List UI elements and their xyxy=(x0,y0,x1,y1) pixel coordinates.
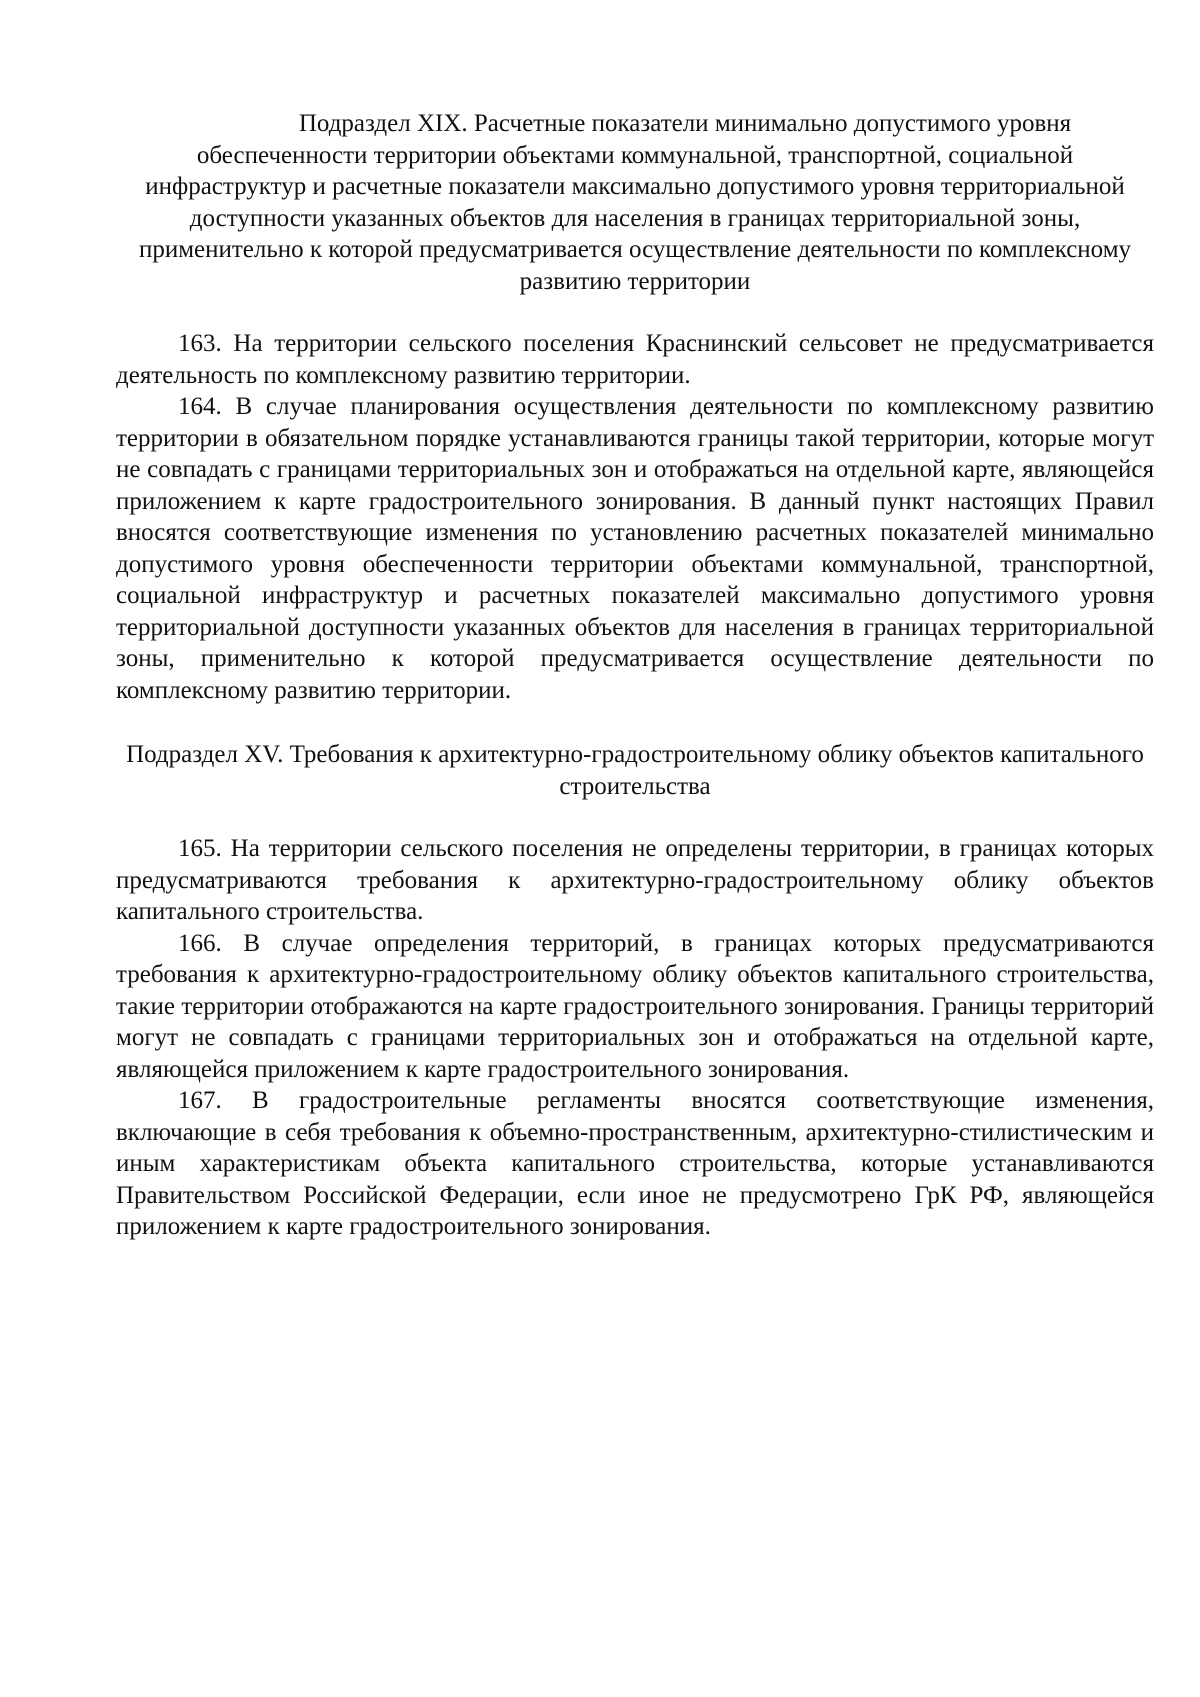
paragraph-164: 164. В случае планирования осуществления деятельности по комплексному развитию территории в обязательном порядке устанавливаются границы такой территории, которые могут не совпадать с границами территориальных зон и отображаться на отдельной карте, являющейся приложением к карте градостроительного зонирования. В данный пункт настоящих Правил вносятся соответствующие изменения по установлению расчетных показателей минимально допустимого уровня обеспеченности территории объектами коммунальной, транспортной, социальной инфраструктур и расчетных показателей максимально допустимого уровня территориальной доступности указанных объектов для населения в границах территориальной зоны, применительно к которой предусматривается осуществление деятельности по комплексному развитию территории. xyxy=(116,393,1154,704)
spacer xyxy=(116,706,1154,739)
section-heading-xv: Подраздел XV. Требования к архитектурно-градостроительному облику объектов капитального строительства xyxy=(126,741,1144,800)
section-heading-xix: Подраздел XIX. Расчетные показатели минимально допустимого уровня обеспеченности территории объектами коммунальной, транспортной, социальной инфраструктур и расчетные показатели максимально допустимого уровня территориальной доступности указанных объектов для населения в границах территориальной зоны, применительно к которой предусматривается осуществление деятельности по комплексному развитию территории xyxy=(138,110,1132,295)
spacer xyxy=(116,802,1154,833)
document-page xyxy=(116,108,1154,1243)
paragraph-163: 163. На территории сельского поселения Краснинский сельсовет не предусматривается деятельность по комплексному развитию территории. xyxy=(116,330,1154,389)
paragraph-166: 166. В случае определения территорий, в границах которых предусматриваются требования к архитектурно-градостроительному облику объектов капитального строительства, такие территории отображаются на карте градостроительного зонирования. Границы территорий могут не совпадать с границами территориальных зон и отображаться на отдельной карте, являющейся приложением к карте градостроительного зонирования. xyxy=(116,929,1154,1083)
paragraph-167: 167. В градостроительные регламенты вносятся соответствующие изменения, включающие в себя требования к объемно-пространственным, архитектурно-стилистическим и иным характеристикам объекта капитального строительства, которые устанавливаются Правительством Российской Федерации, если иное не предусмотрено ГрК РФ, являющейся приложением к карте градостроительного зонирования. xyxy=(116,1087,1154,1240)
spacer xyxy=(116,297,1154,328)
paragraph-165: 165. На территории сельского поселения не определены территории, в границах которых предусматриваются требования к архитектурно-градостроительному облику объектов капитального строительства. xyxy=(116,835,1154,925)
